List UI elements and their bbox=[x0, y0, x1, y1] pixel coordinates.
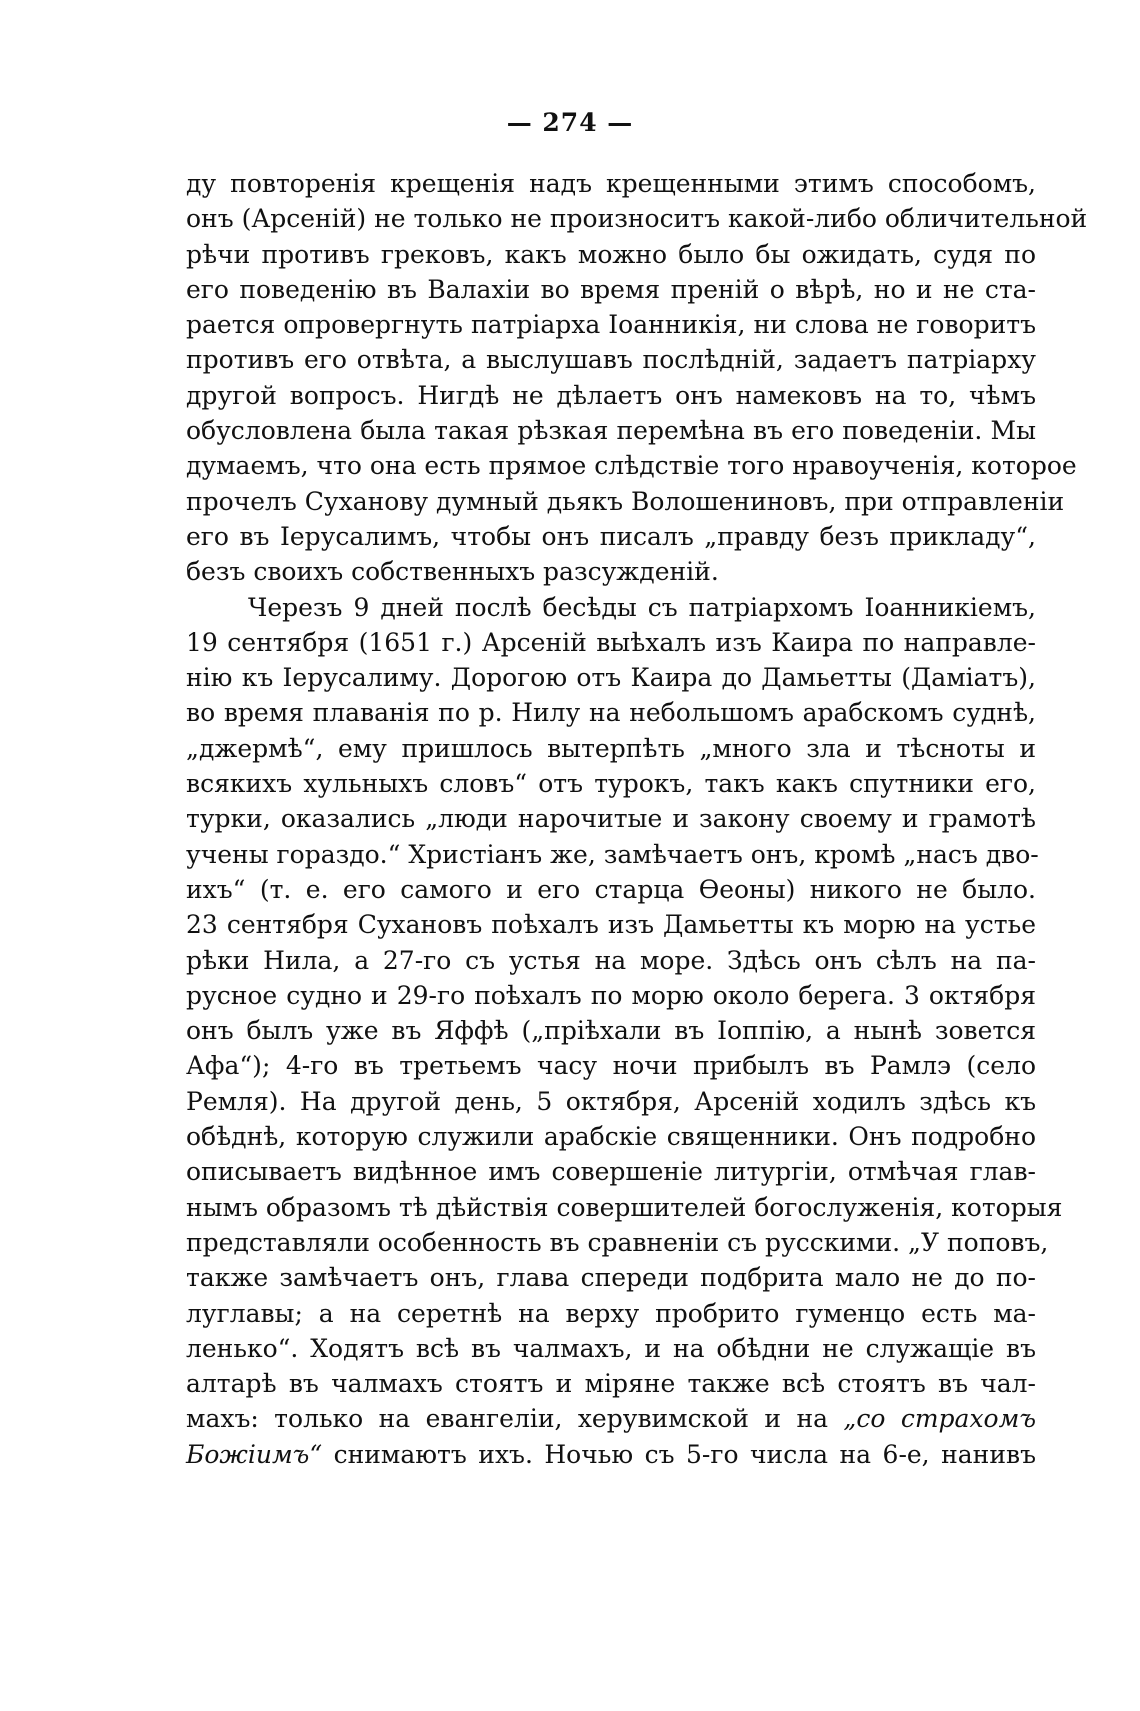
text-line: нымъ образомъ тѣ дѣйствія совершителей богослуженія, которыя bbox=[186, 1192, 1063, 1222]
text-line: онъ былъ уже въ Яффѣ („пріѣхали въ Іоппію, а нынѣ зовется bbox=[186, 1016, 1036, 1046]
text-line: Афа“); 4-го въ третьемъ часу ночи прибылъ въ Рамлэ (село bbox=[186, 1051, 1036, 1081]
text-line: представляли особенность въ сравненіи съ русскими. „У поповъ, bbox=[186, 1227, 1049, 1257]
text-line: всякихъ хульныхъ словъ“ отъ турокъ, такъ какъ спутники его, bbox=[186, 769, 1036, 799]
text-line: ду повторенія крещенія надъ крещенными этимъ способомъ, bbox=[186, 169, 1036, 198]
text-line: онъ (Арсеній) не только не произноситъ какой-либо обличительной bbox=[186, 204, 1088, 234]
italic-quote: „со страхомъ bbox=[843, 1404, 1036, 1434]
text-segment: махъ: только на евангеліи, херувимской и на bbox=[186, 1404, 829, 1434]
italic-quote: Божіимъ“ bbox=[186, 1439, 323, 1469]
text-line: прочелъ Суханову думный дьякъ Волошениновъ, при отправленіи bbox=[186, 486, 1065, 516]
text-line-with-italic bbox=[186, 1401, 1036, 1436]
text-line: другой вопросъ. Нигдѣ не дѣлаетъ онъ намековъ на то, чѣмъ bbox=[186, 380, 1036, 410]
text-line: во время плаванія по р. Нилу на небольшомъ арабскомъ суднѣ, bbox=[186, 698, 1036, 728]
text-line: русное судно и 29-го поѣхалъ по морю около берега. 3 октября bbox=[186, 980, 1036, 1010]
text-line: описываетъ видѣнное имъ совершеніе литургіи, отмѣчая глав- bbox=[186, 1157, 1036, 1187]
paragraph-start-line: Черезъ 9 дней послѣ бесѣды съ патріархомъ Іоанникіемъ, bbox=[248, 592, 1036, 622]
text-line: алтарѣ въ чалмахъ стоятъ и міряне также всѣ стоятъ въ чал- bbox=[186, 1369, 1036, 1399]
text-line: турки, оказались „люди нарочитые и закону своему и грамотѣ bbox=[186, 804, 1036, 834]
text-line: ихъ“ (т. е. его самого и его старца Ѳеоны) никого не было. bbox=[186, 874, 1036, 904]
text-line: его поведенію въ Валахіи во время преній о вѣрѣ, но и не ста- bbox=[186, 274, 1036, 304]
text-line: его въ Іерусалимъ, чтобы онъ писалъ „правду безъ прикладу“, bbox=[186, 521, 1036, 551]
text-line: рается опровергнуть патріарха Іоанникія, ни слова не говоритъ bbox=[186, 310, 1036, 340]
text-line: Ремля). На другой день, 5 октября, Арсеній ходилъ здѣсь къ bbox=[186, 1086, 1036, 1116]
text-line: думаемъ, что она есть прямое слѣдствіе того нравоученія, которое bbox=[186, 451, 1077, 481]
text-line: „джермѣ“, ему пришлось вытерпѣть „много зла и тѣсноты и bbox=[186, 733, 1036, 763]
text-line: ленько“. Ходятъ всѣ въ чалмахъ, и на обѣдни не служащіе въ bbox=[186, 1333, 1036, 1363]
text-line-with-italic bbox=[186, 1437, 1036, 1472]
text-line: рѣки Нила, а 27-го съ устья на море. Здѣсь онъ сѣлъ на па- bbox=[186, 945, 1036, 975]
text-line: обусловлена была такая рѣзкая перемѣна въ его поведеніи. Мы bbox=[186, 416, 1036, 446]
text-line: нію къ Іерусалиму. Дорогою отъ Каира до Дамьетты (Даміатъ), bbox=[186, 663, 1036, 693]
text-line: противъ его отвѣта, а выслушавъ послѣдній, задаетъ патріарху bbox=[186, 345, 1036, 375]
body-text bbox=[186, 166, 1088, 1472]
text-line: рѣчи противъ грековъ, какъ можно было бы ожидать, судя по bbox=[186, 239, 1036, 269]
text-line: 19 сентября (1651 г.) Арсеній выѣхалъ изъ Каира по направле- bbox=[186, 627, 1036, 657]
text-line: обѣднѣ, которую служили арабскіе священники. Онъ подробно bbox=[186, 1122, 1036, 1152]
text-line: 23 сентября Сухановъ поѣхалъ изъ Дамьетты къ морю на устье bbox=[186, 910, 1036, 940]
paragraph-end-line: безъ своихъ собственныхъ разсужденій. bbox=[186, 557, 719, 587]
text-line: луглавы; а на серетнѣ на верху пробрито гуменцо есть ма- bbox=[186, 1298, 1036, 1328]
text-segment: снимаютъ ихъ. Ночью съ 5-го числа на 6-е, нанивъ bbox=[333, 1439, 1036, 1469]
text-line: также замѣчаетъ онъ, глава спереди подбрита мало не до по- bbox=[186, 1263, 1036, 1293]
text-line: учены гораздо.“ Христіанъ же, замѣчаетъ онъ, кромѣ „насъ дво- bbox=[186, 839, 1039, 869]
page-number: — 274 — bbox=[506, 108, 634, 137]
